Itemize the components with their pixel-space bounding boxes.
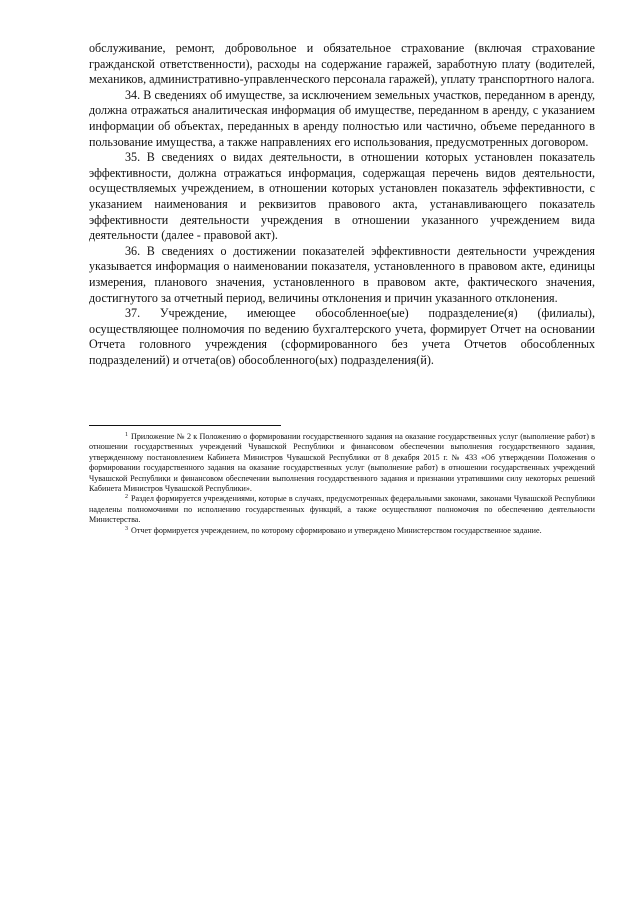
footnote-1 — [89, 432, 595, 494]
footnote-separator — [89, 425, 281, 426]
paragraph-continuation: обслуживание, ремонт, добровольное и обязательное страхование (включая страхование гражданской ответственности), расходы на содержание гаражей, заработную плату (водителей, механиков, административно-управленческого персонала гаражей), уплату транспортного налога. — [89, 41, 595, 87]
footnote-mark: 2 — [125, 494, 128, 501]
footnote-3 — [89, 526, 595, 536]
paragraph-37: 37. Учреждение, имеющее обособленное(ые) подразделение(я) (филиалы), осуществляющее полномочия по ведению бухгалтерского учета, формирует Отчет на основании Отчета головного учреждения (сформированного без учета Отчетов обособленных подразделений) и отчета(ов) обособленного(ых) подразделения(й). — [89, 306, 595, 367]
footnote-text: Раздел формируется учреждениями, которые в случаях, предусмотренных федеральными законами, законами Чувашской Республики наделены полномочиями по исполнению государственных функций, а также осуществляют полномочия по обеспечению деятельности Министерства. — [89, 494, 595, 525]
footnote-text: Отчет формируется учреждением, по которому сформировано и утверждено Министерством государственное задание. — [131, 525, 542, 535]
footnote-2 — [89, 494, 595, 525]
footnote-mark: 3 — [125, 525, 128, 532]
main-text — [89, 41, 595, 368]
footnote-text: Приложение № 2 к Положению о формировании государственного задания на оказание государственных услуг (выполнение работ) в отношении государственных учреждений Чувашской Республики и финансовом обеспечении выполнения государственного задания, утвержденному постановлением Кабинета Министров Чувашской Республики от 8 декабря 2015 г. № 433 «Об утверждении Положения о формировании государственного задания на оказание государственных услуг (выполнение работ) в отношении государственных учреждений Чувашской Республики и финансовом обеспечении выполнения государственного задания и признании утратившими силу некоторых решений Кабинета Министров Чувашской Республики». — [89, 432, 595, 494]
paragraph-35: 35. В сведениях о видах деятельности, в отношении которых установлен показатель эффективности, должна отражаться информация, содержащая перечень видов деятельности, осуществляемых учреждением, в отношении которых установлен показатель эффективности, с указанием наименования и реквизитов правового акта, устанавливающего показатель эффективности деятельности учреждения в отношении указанного учреждением вида деятельности (далее - правовой акт). — [89, 150, 595, 243]
paragraph-36: 36. В сведениях о достижении показателей эффективности деятельности учреждения указывается информация о наименовании показателя, установленного в правовом акте, единицы измерения, планового значения, установленного в правовом акте, фактического значения, достигнутого за отчетный период, величины отклонения и причин указанного отклонения. — [89, 243, 595, 305]
paragraph-34: 34. В сведениях об имуществе, за исключением земельных участков, переданном в аренду, должна отражаться аналитическая информация об имуществе, переданном в аренду, с указанием информации об объектах, переданных в аренду полностью или частично, объеме переданного в пользование имущества, а также направлениях его использования, предусмотренных договором. — [89, 87, 595, 149]
footnote-mark: 1 — [125, 432, 128, 438]
footnotes — [89, 432, 595, 536]
